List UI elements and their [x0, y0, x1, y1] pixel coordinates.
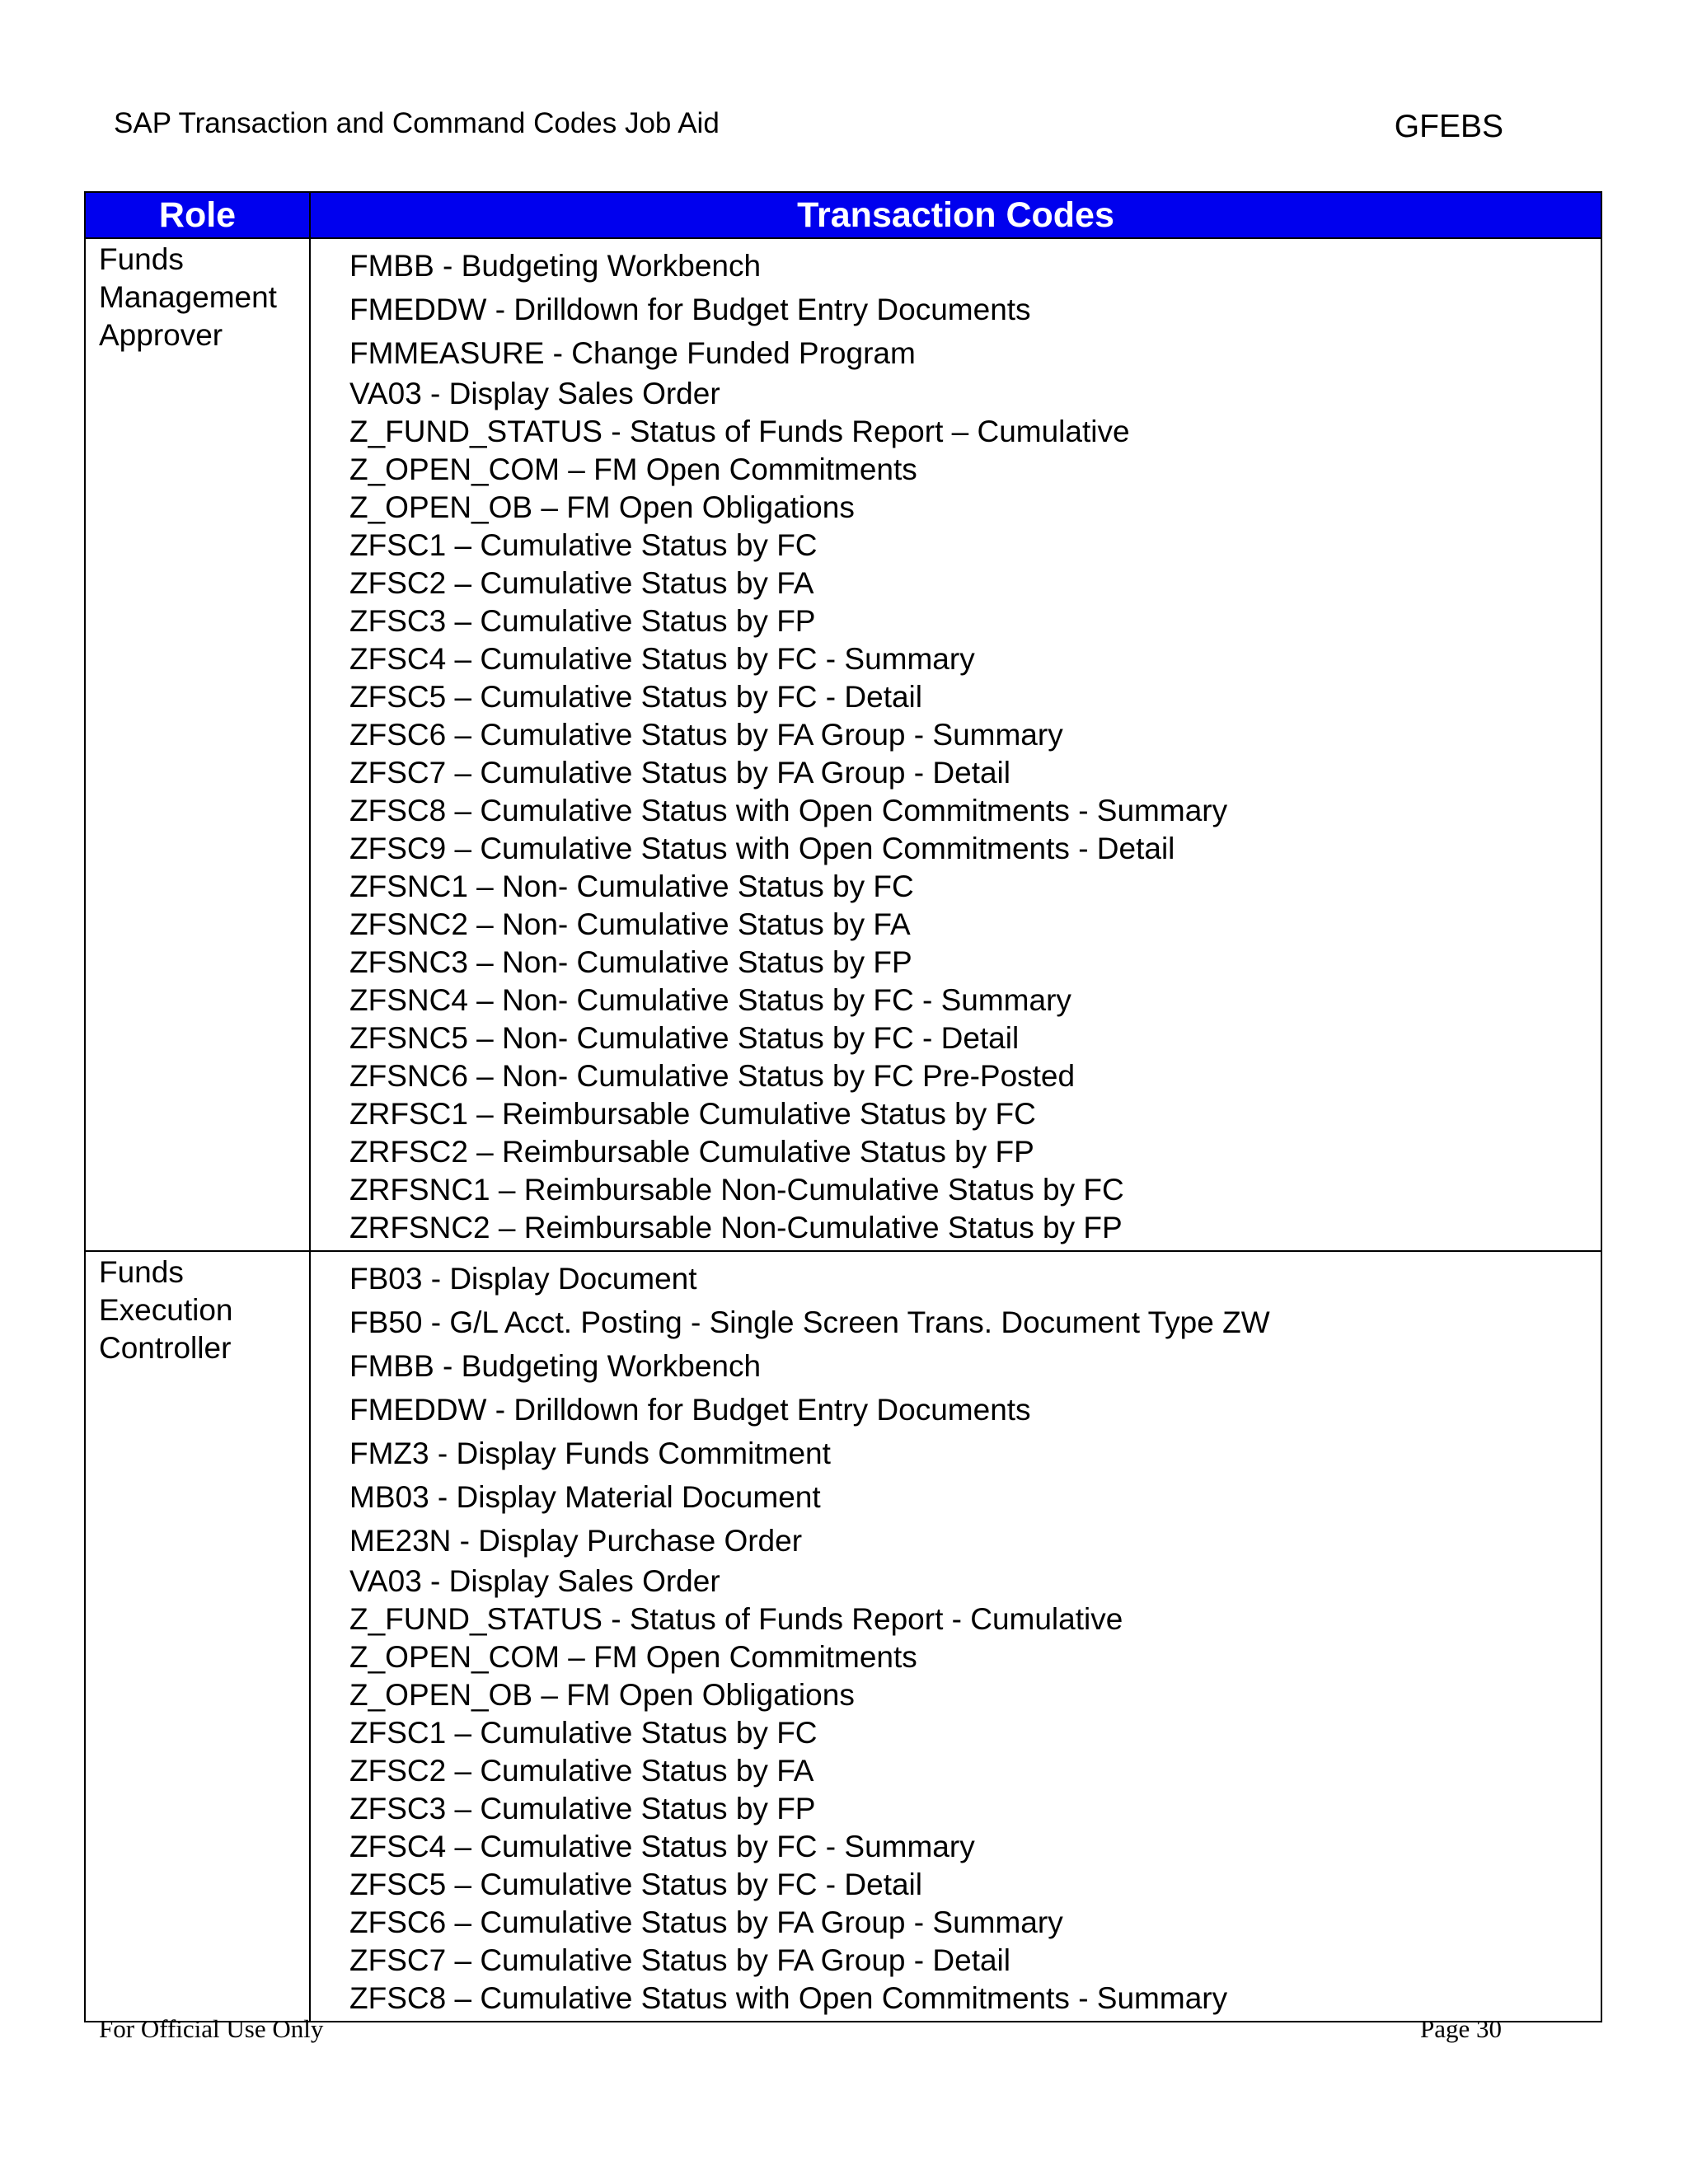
transaction-code-item: ZFSC6 – Cumulative Status by FA Group - Summary [349, 1905, 1063, 1939]
transaction-code-item: ZFSC4 – Cumulative Status by FC - Summary [349, 1830, 975, 1863]
page-header [114, 107, 1503, 148]
transaction-code-item: ZFSNC5 – Non- Cumulative Status by FC - Detail [349, 1021, 1020, 1055]
transaction-code-item: ZRFSNC2 – Reimbursable Non-Cumulative Status by FP [349, 1211, 1123, 1244]
transaction-code-item: Z_OPEN_OB – FM Open Obligations [349, 1678, 855, 1712]
role-cell [85, 1251, 310, 2022]
column-header-transaction-codes: Transaction Codes [310, 192, 1601, 238]
transaction-code-item: ZRFSNC1 – Reimbursable Non-Cumulative Status by FC [349, 1173, 1124, 1207]
role-name-line: Funds [99, 242, 184, 276]
transaction-code-item: ZFSC1 – Cumulative Status by FC [349, 528, 818, 562]
transaction-codes-cell [310, 238, 1601, 1251]
transaction-code-item: ZFSC8 – Cumulative Status with Open Commitments - Summary [349, 794, 1228, 827]
role-name-line: Management [99, 280, 277, 314]
transaction-code-item: Z_FUND_STATUS - Status of Funds Report - Cumulative [349, 1602, 1123, 1636]
transaction-code-item: FMBB - Budgeting Workbench [349, 249, 762, 283]
role-name-line: Funds [99, 1255, 184, 1289]
transaction-code-item: Z_FUND_STATUS - Status of Funds Report – Cumulative [349, 415, 1130, 448]
role-name-line: Controller [99, 1331, 232, 1365]
transaction-code-item: ZFSC5 – Cumulative Status by FC - Detail [349, 1868, 922, 1901]
transaction-code-item: ZRFSC2 – Reimbursable Cumulative Status by FP [349, 1135, 1034, 1169]
transaction-code-item: ZFSC5 – Cumulative Status by FC - Detail [349, 680, 922, 714]
role-name-line: Execution [99, 1293, 233, 1327]
column-header-role: Role [85, 192, 310, 238]
classification-label: For Official Use Only [99, 2014, 324, 2043]
transaction-code-item: FMMEASURE - Change Funded Program [349, 336, 916, 370]
transaction-code-item: VA03 - Display Sales Order [349, 377, 720, 410]
transaction-code-item: FMBB - Budgeting Workbench [349, 1349, 762, 1383]
transaction-code-item: ZFSC1 – Cumulative Status by FC [349, 1716, 818, 1750]
table-header-row [85, 192, 1601, 238]
transaction-codes-cell [310, 1251, 1601, 2022]
transaction-code-item: ZFSNC2 – Non- Cumulative Status by FA [349, 907, 911, 941]
transaction-code-item: FB03 - Display Document [349, 1262, 697, 1296]
transaction-code-item: ZFSC4 – Cumulative Status by FC - Summary [349, 642, 975, 676]
transaction-code-item: FB50 - G/L Acct. Posting - Single Screen Trans. Document Type ZW [349, 1305, 1270, 1339]
transaction-code-item: ME23N - Display Purchase Order [349, 1524, 803, 1558]
document-title: SAP Transaction and Command Codes Job Aid [114, 107, 720, 139]
transaction-code-item: ZFSNC1 – Non- Cumulative Status by FC [349, 869, 914, 903]
system-name: GFEBS [1394, 109, 1503, 144]
table-row [85, 1251, 1601, 2022]
transaction-code-item: Z_OPEN_COM – FM Open Commitments [349, 1640, 917, 1674]
transaction-code-item: MB03 - Display Material Document [349, 1480, 821, 1514]
transaction-code-item: ZFSC7 – Cumulative Status by FA Group - Detail [349, 756, 1010, 790]
transaction-code-item: ZFSNC4 – Non- Cumulative Status by FC - Summary [349, 983, 1071, 1017]
transaction-code-item: Z_OPEN_COM – FM Open Commitments [349, 452, 917, 486]
transaction-code-item: FMEDDW - Drilldown for Budget Entry Documents [349, 1393, 1031, 1427]
transaction-code-item: ZFSNC3 – Non- Cumulative Status by FP [349, 945, 912, 979]
table-body [85, 238, 1601, 2022]
role-name-line: Approver [99, 318, 223, 352]
role-cell [85, 238, 310, 1251]
transaction-code-item: FMEDDW - Drilldown for Budget Entry Documents [349, 293, 1031, 326]
transaction-code-item: ZFSC8 – Cumulative Status with Open Commitments - Summary [349, 1981, 1228, 2015]
transaction-codes-table [84, 191, 1602, 2022]
transaction-code-item: ZFSC7 – Cumulative Status by FA Group - Detail [349, 1943, 1010, 1977]
transaction-code-item: ZFSC3 – Cumulative Status by FP [349, 1792, 816, 1825]
transaction-code-item: ZFSNC6 – Non- Cumulative Status by FC Pre-Posted [349, 1059, 1076, 1093]
transaction-code-item: ZFSC2 – Cumulative Status by FA [349, 1754, 814, 1788]
transaction-code-item: ZFSC2 – Cumulative Status by FA [349, 566, 814, 600]
page-footer [99, 2014, 1502, 2047]
transaction-code-item: ZFSC9 – Cumulative Status with Open Commitments - Detail [349, 832, 1175, 865]
transaction-code-item: ZFSC6 – Cumulative Status by FA Group - Summary [349, 718, 1063, 752]
transaction-code-item: FMZ3 - Display Funds Commitment [349, 1436, 831, 1470]
transaction-code-item: ZRFSC1 – Reimbursable Cumulative Status by FC [349, 1097, 1036, 1131]
page-number: Page 30 [1419, 2014, 1502, 2043]
transaction-code-item: VA03 - Display Sales Order [349, 1564, 720, 1598]
transaction-code-item: ZFSC3 – Cumulative Status by FP [349, 604, 816, 638]
table-row [85, 238, 1601, 1251]
transaction-code-item: Z_OPEN_OB – FM Open Obligations [349, 490, 855, 524]
